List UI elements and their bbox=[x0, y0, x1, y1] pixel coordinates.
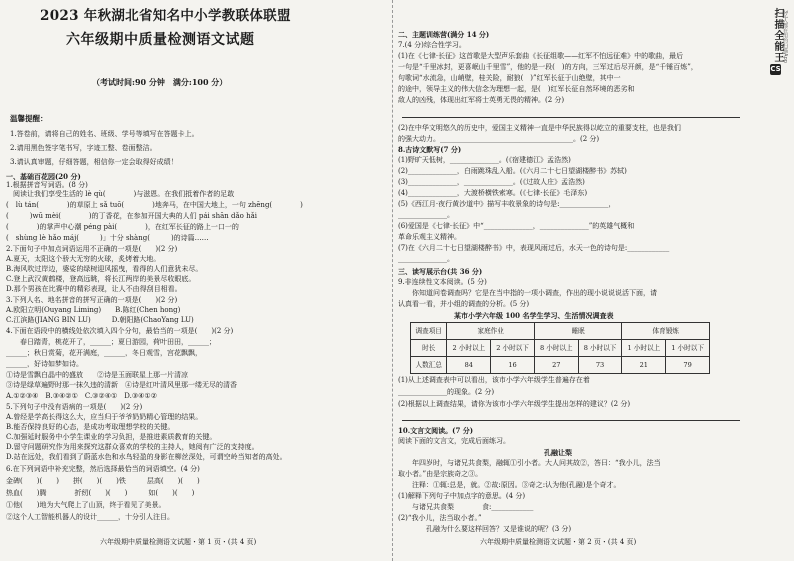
question-line: ______________的现象。(2 分) bbox=[398, 388, 495, 396]
option-line: C.江滨路(JIANG BIN LU) D.朝阳路(ChaoYang LU) bbox=[6, 316, 194, 324]
option-line: A.夏天，太阳这个骄大无穷的火球，炙烤着大地。 bbox=[6, 255, 161, 263]
word-fill-line: 热血( )腾 折纫( )( ) 如( )( ) bbox=[6, 489, 195, 497]
question-line: (1)在《七律·长征》这首歌是大型声乐套曲《长征组歌——红军不怕远征难》中的歌曲，最后 bbox=[398, 52, 684, 60]
table-row bbox=[411, 357, 710, 374]
scanner-app-name: 扫描全能王 bbox=[772, 8, 783, 63]
poem-line: (6)爱国是《七律·长征》中“______________，______________”的英雄气概和 bbox=[398, 222, 635, 230]
option-line: A.①②③④ B.③④②① C.③②④① D.③④①② bbox=[6, 392, 157, 400]
question-line: 的途中，领导主义的伟大信念为理想一起，是( )红军长征自然环境的恶劣和 bbox=[398, 85, 635, 93]
question-line: (2)在中华文明悠久的历史中，爱国主义精神一直是中华民族得以屹立的重要支柱，也是我们 bbox=[398, 124, 681, 132]
poem-line: 革命乐观主义精神。 bbox=[398, 233, 461, 241]
passage-title: 孔融让梨 bbox=[544, 448, 572, 457]
question-line: 孔融为什么要这样回答？又是谁说的呢？(3 分) bbox=[398, 525, 572, 533]
word-fill-line: 金碑( )( ) 拼( )( )铁 层高( )( ) bbox=[6, 477, 200, 485]
page-footer: 六年级期中质量检测语文试题・第 2 页・(共 4 页) bbox=[480, 538, 637, 546]
section-heading: 二、主题训练营(满分 14 分) bbox=[398, 30, 490, 39]
scanner-app-slogan: 3亿人都在用的扫描App bbox=[782, 10, 788, 63]
notice-line: 3.请认真审题，仔细答题，相信你一定会取得好成绩！ bbox=[10, 158, 178, 166]
notice-title: 温馨提醒： bbox=[10, 114, 48, 123]
table-cell: 家庭作业 bbox=[447, 323, 535, 340]
question-line: ( shùng lè hǎo máj( )」十分 shàng( )的诗篇…… bbox=[6, 234, 209, 242]
section-heading: 三、读写展示台(共 36 分) bbox=[398, 267, 483, 276]
table-caption: 某市小学六年级 100 名学生学习、生活情况调查表 bbox=[454, 311, 614, 320]
notice-line: 1.答卷前，请将自己的姓名、班级、学号等填写在答题卡上。 bbox=[10, 130, 199, 138]
table-cell: 27 bbox=[534, 357, 578, 374]
option-line: B.海风吹过岸边，婆娑的绿树迎风摇曳，看得的人们意犹未尽。 bbox=[6, 265, 203, 273]
table-cell: 调查项目 bbox=[411, 323, 447, 340]
passage-line: ______，好诗如梦如诗。 bbox=[6, 360, 83, 368]
poem-line: ______________。 bbox=[398, 211, 454, 219]
option-line: A.欧阳立明(Ouyang Liming) B.陈红(Chen hong) bbox=[6, 306, 181, 314]
exam-title-line2: 六年级期中质量检测语文试题 bbox=[66, 32, 255, 48]
table-cell: 21 bbox=[622, 357, 666, 374]
scanner-watermark-strip bbox=[758, 0, 794, 561]
poem-line: (7)在《六月二十七日望湖楼醉书》中，表现风雨过后，水天一色的诗句是:____________ bbox=[398, 244, 670, 252]
table-cell: 8 小时以下 bbox=[578, 340, 622, 357]
table-cell: 73 bbox=[578, 357, 622, 374]
option-line: C.加强延时服务中小学生课业的学习负担，是推进素质教育的关键。 bbox=[6, 433, 217, 441]
page-footer: 六年级期中质量检测语文试题・第 1 页・(共 4 页) bbox=[100, 538, 257, 546]
question-line: (2)“我小儿，法当取小者。” bbox=[398, 514, 573, 522]
question-line: 2.下面句子中加点词语运用不正确的一项是( )(2 分) bbox=[6, 245, 178, 253]
camscanner-logo-icon: CS bbox=[770, 65, 781, 73]
page-left bbox=[0, 0, 393, 561]
exam-info: （考试时间:90 分钟 满分:100 分） bbox=[92, 77, 228, 87]
fill-blank-line: ①他( )地为大气爬上了山顶，终于看见了美景。 bbox=[6, 501, 166, 509]
question-line: 4.下面在语段中的横线处依次填入四个分句，最恰当的一项是( )(2 分) bbox=[6, 327, 234, 335]
table-row bbox=[411, 340, 710, 357]
exam-title-line1: 2023 年秋湖北省知名中小学教联体联盟 bbox=[40, 8, 291, 24]
option-line: D.留守问题研究作为用来探究这群众喜欢的学校的主持人，她阅有广泛的支持度。 bbox=[6, 443, 259, 451]
question-line: 6.在下列词语中补充完整，然后选择最恰当的词语填空。(4 分) bbox=[6, 465, 200, 473]
annotation-line: 注释：①辄:总是，就。②故:原因。③奇之:认为他(孔融)是个奇才。 bbox=[398, 481, 621, 489]
question-line: (1)从上述调查表中可以看出，该市小学六年级学生普遍存在着 bbox=[398, 376, 590, 384]
option-line: ①诗是雪飘白晶中的盛放 ②诗是玉面联星上那一片清凉 bbox=[6, 371, 188, 379]
table-cell: 2 小时以下 bbox=[491, 340, 535, 357]
option-line: B.能否保持良好的心态，是成功考取理想学校的关键。 bbox=[6, 423, 175, 431]
question-line: 阅读让我们享受生活的 lè qù( )与滋恩。在我们抵着作者的足敢 bbox=[6, 190, 235, 198]
question-line: 与诸兄共食梨 食:____________ bbox=[398, 503, 534, 511]
question-line: 10.文言文阅读。(7 分) bbox=[398, 426, 474, 435]
survey-table bbox=[410, 322, 710, 374]
table-cell: 体育锻炼 bbox=[622, 323, 710, 340]
question-line: (1)解释下列句子中加点字的意思。(4 分) bbox=[398, 492, 526, 500]
option-line: D.站在远处，我们看到了蔚蓝水色和水鸟轻盈的身影在柳丝深处，可谓空岭当知者的高处。 bbox=[6, 453, 287, 461]
passage-line: ______；秋日赏菊，花开满庭，______，冬日观雪，宫花飘飘， bbox=[6, 349, 202, 357]
question-line: 9.非连续性文本阅读。(5 分) bbox=[398, 278, 487, 286]
question-line: 一句是“千里冰封，更喜岷山千里雪”，他的是一段( )的方向，三军过后尽开颜，是“千锤百炼”， bbox=[398, 63, 698, 71]
table-cell: 79 bbox=[666, 357, 710, 374]
question-line: ( lù tán( )的草原上 sǎ tuō( )地奔马，在中国大地上，一句 zhēng( ) bbox=[6, 201, 303, 209]
poem-line: ______________。 bbox=[398, 255, 454, 263]
question-line: 句歌词“水流急，山峭壁，桂关险，耐狼( )”红军长征于山绝壁，其中一 bbox=[398, 74, 621, 82]
question-line: 5.下列句子中没有语病的一项是( )(2 分) bbox=[6, 403, 143, 411]
poem-line: (2)______________，白雨跳珠乱入船。(《六月二十七日望湖楼醉书》苏轼) bbox=[398, 167, 627, 175]
poem-line: (3)______________，______________。(《过故人庄》孟浩然) bbox=[398, 178, 585, 186]
question-line: 敌人的凶残，体现出红军将士英勇无畏的精神。(2 分) bbox=[398, 96, 565, 104]
question-line: 8.古诗文默写(7 分) bbox=[398, 145, 462, 154]
notice-line: 2.请用黑色签字笔书写，字迹工整、卷面整洁。 bbox=[10, 144, 157, 152]
table-cell: 8 小时以上 bbox=[534, 340, 578, 357]
answer-line[interactable] bbox=[402, 117, 740, 118]
question-line: 7.(4 分)综合性学习。 bbox=[398, 41, 466, 49]
poem-line: (5)《西江月·夜行黄沙道中》描写丰收景象的诗句是:______________， bbox=[398, 200, 616, 208]
option-line: C.登上武汉黄鹤楼，登高远眺，将长江两岸的美景尽收眼底。 bbox=[6, 275, 196, 283]
table-cell: 睡眠 bbox=[534, 323, 622, 340]
question-line: 阅读下面的文言文，完成后面练习。 bbox=[398, 437, 510, 445]
passage-line: 认真看一看，并小组的调查的分析。(5 分) bbox=[398, 300, 530, 308]
table-cell: 人数汇总 bbox=[411, 357, 447, 374]
question-line: (2)根据以上调查结果，请你为该市小学六年级学生提出怎样的建议？(2 分) bbox=[398, 400, 631, 408]
passage-line: 年四岁时，与诸兄共食梨，融辄①引小者。大人问其故②，答曰：“我小儿，法当 bbox=[398, 459, 661, 467]
question-line: ( )的掌声中心潮 péng pài( )，在红军长征的路上一口一的 bbox=[6, 223, 239, 231]
passage-line: 你知道问卷调查吗？它是在当中指的一项小调查，作出的现小说说说活下面，请 bbox=[398, 289, 657, 297]
question-line: ( )wū mèi( )的丁香花，在参加开国大典的人们 pái shān dǎo hǎi bbox=[6, 212, 258, 220]
poem-line: (1)野旷天低树，______________。(《宿建德江》孟浩然) bbox=[398, 156, 571, 164]
option-line: D.那个男孩在比赛中的精彩表现，让人不由得刮目相看。 bbox=[6, 285, 182, 293]
table-cell: 84 bbox=[447, 357, 491, 374]
table-cell: 1 小时以下 bbox=[666, 340, 710, 357]
page-right bbox=[394, 0, 758, 561]
table-cell: 时长 bbox=[411, 340, 447, 357]
question-line: 3.下列人名、地名拼音的拼写正确的一项是( )(2 分) bbox=[6, 296, 178, 304]
table-cell: 2 小时以上 bbox=[447, 340, 491, 357]
passage-line: 取小者。”由是宗族奇之③。 bbox=[398, 470, 483, 478]
passage-line: 春日踏青，桃花开了，______；夏日游园，荷叶田田，______； bbox=[6, 338, 216, 346]
question-line: 1.根据拼音写词语。(8 分) bbox=[6, 181, 88, 189]
poem-line: (4)______________，大渡桥横铁索寒。(《七律·长征》毛泽东) bbox=[398, 189, 588, 197]
table-header-row bbox=[411, 323, 710, 340]
section-heading: 一、基础百花园(20 分) bbox=[6, 172, 81, 181]
question-line: 的强大动力。______________________________________。(2 分) bbox=[398, 135, 600, 143]
table-cell: 1 小时以上 bbox=[622, 340, 666, 357]
table-cell: 16 bbox=[491, 357, 535, 374]
option-line: A.曾经是学高长得这么大，应当归于爷爷奶奶精心管理的结果。 bbox=[6, 413, 203, 421]
answer-line[interactable] bbox=[402, 420, 740, 421]
option-line: ③诗是绿草遍野时那一抹久违的清新 ④诗是红叶清风里那一缕无尽的清香 bbox=[6, 381, 237, 389]
fill-blank-line: ②这个人工智能机器人的设计______，十分引人注目。 bbox=[6, 513, 174, 521]
